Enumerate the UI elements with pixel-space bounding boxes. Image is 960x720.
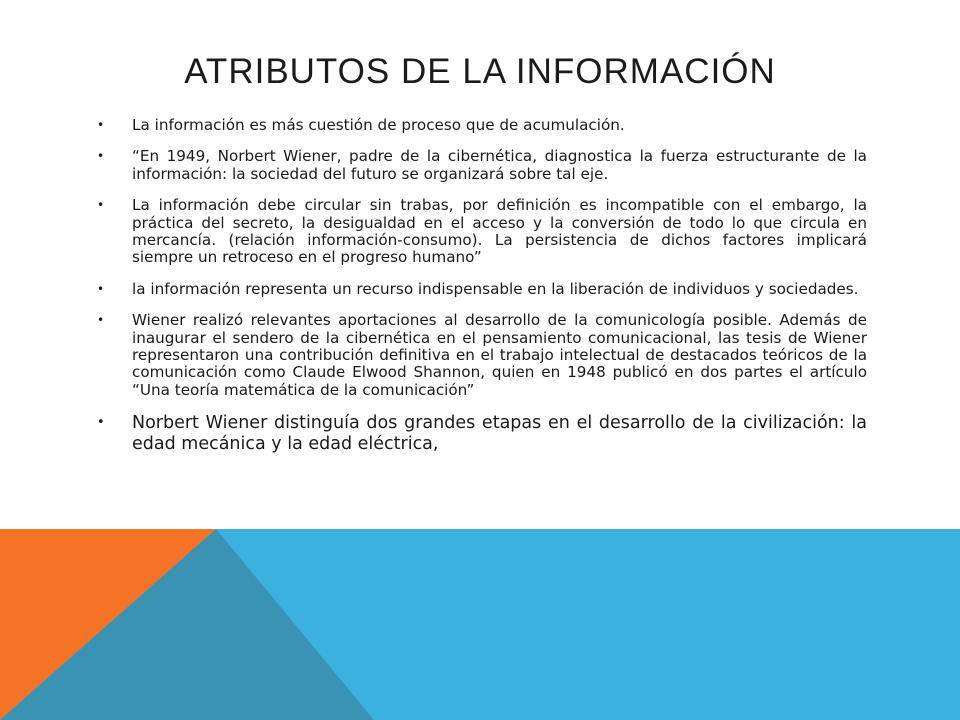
bullet-dot: • [97, 415, 105, 431]
bullet-text: La información es más cuestión de proceso que de acumulación. [132, 116, 625, 134]
bullet-dot: • [97, 149, 105, 164]
bullet-text: “En 1949, Norbert Wiener, padre de la cibernética, diagnostica la fuerza estructurante de la información: la sociedad del futuro se organizará sobre tal eje. [132, 147, 867, 183]
bullet-dot: • [97, 118, 105, 132]
bullet-text: Norbert Wiener distinguía dos grandes etapas en el desarrollo de la civilización: la edad mecánica y la edad eléctrica, [132, 413, 867, 454]
bullet-item [95, 281, 867, 298]
bullet-text: Wiener realizó relevantes aportaciones al desarrollo de la comunicología posible. Además de inaugurar el sendero de la cibernética en el pensamiento comunicacional, las tesis de Wiener representaron una contribución definitiva en el trabajo intelectual de destacados teóricos de la comunicación como Claude Elwood Shannon, quien en 1948 publicó en dos partes el artículo “Una teoría matemática de la comunicación” [132, 311, 867, 399]
decorative-banner [0, 529, 960, 720]
bullet-dot: • [97, 281, 105, 296]
bullet-dot: • [97, 198, 105, 213]
bullet-item [95, 148, 867, 183]
slide-title: ATRIBUTOS DE LA INFORMACIÓN [184, 52, 776, 91]
bullet-item [95, 197, 867, 267]
bullet-item [95, 413, 867, 454]
bullet-list [95, 117, 867, 468]
bullet-text: La información debe circular sin trabas, por definición es incompatible con el embargo, la práctica del secreto, la desigualdad en el acceso y la conversión de todo lo que circula en mercancía. (relación información-consumo). La persistencia de dichos factores implicará siempre un retroceso en el progreso humano” [132, 196, 867, 267]
bullet-dot: • [97, 313, 105, 328]
bullet-text: la información representa un recurso indispensable en la liberación de individuos y sociedades. [132, 279, 859, 298]
bullet-item [95, 117, 867, 134]
bullet-item [95, 312, 867, 399]
